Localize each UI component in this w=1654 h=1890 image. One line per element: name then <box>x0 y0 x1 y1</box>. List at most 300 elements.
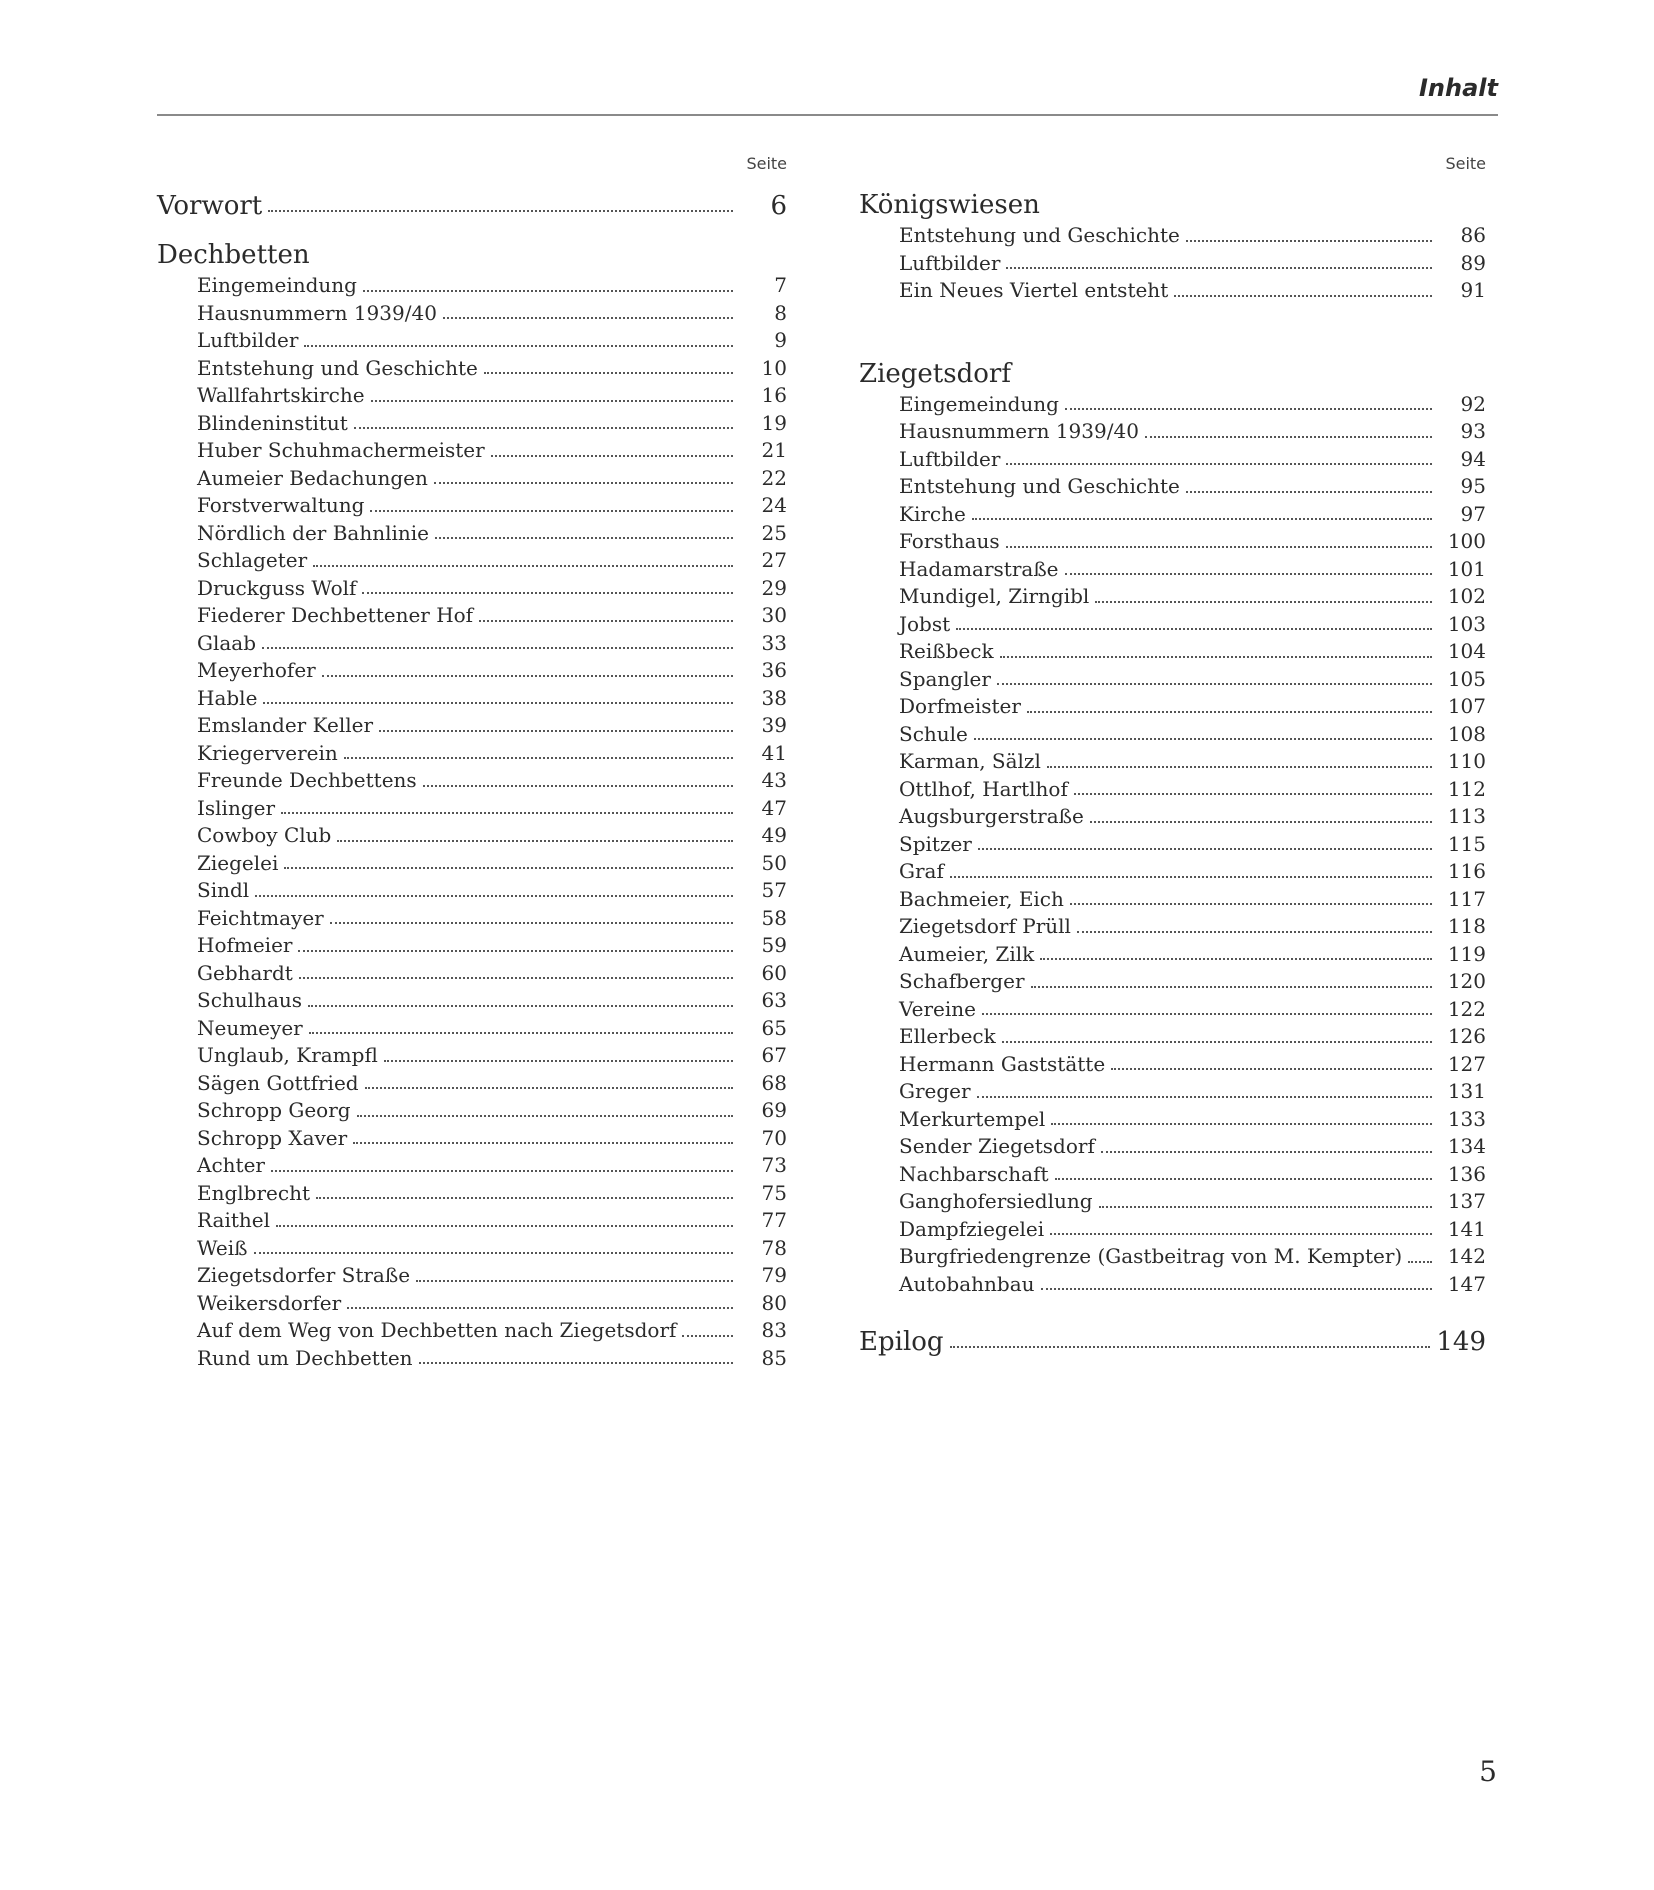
toc-entry-page: 39 <box>761 713 787 737</box>
toc-entry-page: 8 <box>774 300 787 325</box>
dot-leader <box>950 876 1432 878</box>
dot-leader <box>313 565 733 567</box>
toc-entry-title: Kriegerverein <box>197 740 338 765</box>
toc-entry-page: 78 <box>761 1235 787 1260</box>
toc-entry[interactable] <box>859 391 1486 419</box>
toc-entry[interactable] <box>859 1023 1486 1051</box>
dot-leader <box>423 785 733 787</box>
toc-entry-title: Rund um Dechbetten <box>197 1345 413 1370</box>
toc-entry-page: 25 <box>761 520 787 545</box>
toc-list-koenigswiesen <box>859 222 1486 305</box>
toc-entry[interactable] <box>157 575 787 603</box>
toc-entry-title: Hofmeier <box>197 933 293 957</box>
dot-leader <box>484 372 733 374</box>
dot-leader <box>982 1013 1432 1015</box>
toc-entry-page: 107 <box>1447 694 1486 718</box>
toc-entry-title: Nachbarschaft <box>899 1161 1049 1186</box>
toc-entry-page: 38 <box>761 685 787 710</box>
toc-entry[interactable] <box>157 410 787 438</box>
toc-entry-page: 59 <box>761 933 787 957</box>
toc-entry[interactable] <box>859 1188 1486 1216</box>
toc-entry[interactable] <box>157 1317 787 1345</box>
toc-entry-page: 86 <box>1460 223 1486 247</box>
dot-leader <box>1065 573 1432 575</box>
toc-entry[interactable] <box>157 465 787 493</box>
toc-entry-title: Weiß <box>197 1235 248 1260</box>
dot-leader <box>950 1346 1431 1348</box>
toc-entry-title: Hable <box>197 685 258 710</box>
dot-leader <box>1000 656 1432 658</box>
toc-entry-page: 63 <box>761 988 787 1012</box>
toc-entry-page: 73 <box>761 1153 787 1177</box>
toc-entry-page: 133 <box>1447 1106 1486 1131</box>
toc-right-column <box>859 150 1486 1360</box>
toc-entry[interactable] <box>859 721 1486 749</box>
toc-entry[interactable] <box>859 418 1486 446</box>
toc-list-dechbetten <box>157 272 787 1372</box>
toc-entry[interactable] <box>157 602 787 630</box>
toc-entry[interactable] <box>157 932 787 960</box>
toc-entry-title: Schulhaus <box>197 988 303 1012</box>
toc-entry-title: Ein Neues Viertel entsteht <box>899 278 1169 302</box>
toc-entry[interactable] <box>157 1262 787 1290</box>
dot-leader <box>1077 931 1432 933</box>
toc-entry-title: Hermann Gaststätte <box>899 1051 1106 1076</box>
toc-entry-page: 16 <box>761 383 787 407</box>
toc-entry-page: 69 <box>761 1098 787 1122</box>
toc-entry-title: Dorfmeister <box>899 694 1021 718</box>
dot-leader <box>353 1142 733 1144</box>
toc-entry-page: 102 <box>1447 584 1486 608</box>
toc-entry-title: Epilog <box>859 1327 944 1357</box>
toc-entry-page: 47 <box>761 795 787 820</box>
dot-leader <box>1186 491 1432 493</box>
toc-entry[interactable] <box>157 685 787 713</box>
toc-entry-page: 7 <box>774 273 787 297</box>
toc-entry-page: 137 <box>1447 1189 1486 1213</box>
toc-entry-title: Feichtmayer <box>197 905 324 930</box>
toc-entry-page: 147 <box>1447 1271 1486 1296</box>
toc-entry-title: Aumeier Bedachungen <box>197 465 428 490</box>
dot-leader <box>316 1197 733 1199</box>
toc-entry-title: Schlageter <box>197 548 308 572</box>
dot-leader <box>977 1096 1432 1098</box>
dot-leader <box>491 455 733 457</box>
dot-leader <box>1099 1206 1432 1208</box>
toc-entry[interactable] <box>859 941 1486 969</box>
dot-leader <box>371 400 733 402</box>
toc-entry[interactable] <box>859 968 1486 996</box>
toc-entry[interactable] <box>157 382 787 410</box>
toc-entry-page: 91 <box>1460 278 1486 302</box>
toc-entry-page: 105 <box>1447 666 1486 691</box>
toc-entry-title: Spangler <box>899 666 991 691</box>
dot-leader <box>362 592 733 594</box>
toc-entry-page: 134 <box>1447 1134 1486 1158</box>
toc-entry-title: Meyerhofer <box>197 658 316 682</box>
toc-entry[interactable] <box>859 473 1486 501</box>
toc-entry-title: Spitzer <box>899 831 972 856</box>
dot-leader <box>255 895 733 897</box>
dot-leader <box>370 510 733 512</box>
toc-entry[interactable] <box>859 611 1486 639</box>
toc-entry-page: 57 <box>761 878 787 902</box>
toc-entry[interactable] <box>859 250 1486 278</box>
toc-entry-page: 85 <box>761 1345 787 1370</box>
toc-entry[interactable] <box>859 748 1486 776</box>
toc-entry[interactable] <box>157 1125 787 1153</box>
toc-entry[interactable] <box>859 1243 1486 1271</box>
toc-entry[interactable] <box>859 1133 1486 1161</box>
toc-entry-title: Burgfriedengrenze (Gastbeitrag von M. Kempter) <box>899 1244 1403 1268</box>
page-number: 5 <box>1479 1755 1497 1788</box>
dot-leader <box>1095 601 1432 603</box>
toc-entry-title: Entstehung und Geschichte <box>899 474 1180 498</box>
toc-entry-page: 19 <box>761 410 787 435</box>
toc-entry-page: 29 <box>761 575 787 600</box>
toc-entry-epilog[interactable] <box>859 1324 1486 1360</box>
dot-leader <box>1174 295 1432 297</box>
toc-entry[interactable] <box>859 1161 1486 1189</box>
toc-entry[interactable] <box>157 327 787 355</box>
toc-entry-page: 136 <box>1447 1161 1486 1186</box>
section-title-ziegetsdorf: Ziegetsdorf <box>859 358 1011 389</box>
toc-entry[interactable] <box>157 877 787 905</box>
toc-entry[interactable] <box>859 996 1486 1024</box>
dot-leader <box>1070 903 1432 905</box>
toc-entry-page: 70 <box>761 1125 787 1150</box>
toc-entry[interactable] <box>859 913 1486 941</box>
toc-entry-title: Blindeninstitut <box>197 410 348 435</box>
dot-leader <box>1065 408 1432 410</box>
dot-leader <box>479 620 733 622</box>
toc-entry[interactable] <box>859 446 1486 474</box>
toc-entry-page: 100 <box>1447 529 1486 553</box>
toc-entry-page: 120 <box>1447 969 1486 993</box>
dot-leader <box>1006 546 1432 548</box>
toc-entry-page: 75 <box>761 1180 787 1205</box>
toc-entry[interactable] <box>859 528 1486 556</box>
dot-leader <box>1006 267 1432 269</box>
toc-entry-title: Karman, Sälzl <box>899 749 1041 773</box>
toc-entry-title: Hausnummern 1939/40 <box>899 419 1139 443</box>
dot-leader <box>1027 711 1432 713</box>
toc-entry-page: 65 <box>761 1015 787 1040</box>
toc-entry-title: Bachmeier, Eich <box>899 886 1064 911</box>
toc-entry-page: 108 <box>1447 721 1486 746</box>
toc-entry-page: 115 <box>1447 831 1486 856</box>
toc-entry-title: Schafberger <box>899 969 1025 993</box>
dot-leader <box>337 840 733 842</box>
toc-entry[interactable] <box>859 1078 1486 1106</box>
toc-entry-page: 79 <box>761 1263 787 1287</box>
dot-leader <box>1051 1123 1432 1125</box>
dot-leader <box>276 1225 733 1227</box>
section-title-koenigswiesen: Königswiesen <box>859 190 1040 220</box>
toc-entry-title: Eingemeindung <box>899 391 1059 416</box>
dot-leader <box>254 1252 733 1254</box>
toc-entry-title: Vorwort <box>157 191 263 221</box>
toc-entry[interactable] <box>859 886 1486 914</box>
toc-entry[interactable] <box>859 693 1486 721</box>
dot-leader <box>435 537 733 539</box>
toc-entry-title: Luftbilder <box>899 250 1001 275</box>
toc-entry[interactable] <box>859 583 1486 611</box>
toc-entry[interactable] <box>859 501 1486 529</box>
toc-entry-page: 93 <box>1460 419 1486 443</box>
dot-leader <box>1090 821 1432 823</box>
toc-entry[interactable] <box>157 355 787 383</box>
toc-entry[interactable] <box>157 960 787 988</box>
toc-entry[interactable] <box>859 858 1486 886</box>
toc-entry[interactable] <box>859 277 1486 305</box>
dot-leader <box>1047 766 1432 768</box>
dot-leader <box>384 1060 733 1062</box>
dot-leader <box>419 1362 733 1364</box>
dot-leader <box>263 702 733 704</box>
dot-leader <box>271 1170 733 1172</box>
toc-entry-page: 50 <box>761 850 787 875</box>
toc-entry-title: Luftbilder <box>899 446 1001 471</box>
toc-entry-title: Raithel <box>197 1208 270 1232</box>
toc-entry-page: 101 <box>1447 556 1486 581</box>
toc-entry-page: 113 <box>1447 804 1486 828</box>
toc-entry[interactable] <box>859 222 1486 250</box>
toc-entry-title: Nördlich der Bahnlinie <box>197 520 429 545</box>
dot-leader <box>309 1032 733 1034</box>
dot-leader <box>308 1005 733 1007</box>
toc-entry-title: Huber Schuhmachermeister <box>197 438 485 462</box>
toc-entry-page: 41 <box>761 740 787 765</box>
toc-entry[interactable] <box>157 1235 787 1263</box>
toc-entry-page: 116 <box>1447 859 1486 883</box>
toc-entry-page: 112 <box>1447 776 1486 801</box>
toc-entry-title: Entstehung und Geschichte <box>899 223 1180 247</box>
toc-entry[interactable] <box>157 300 787 328</box>
dot-leader <box>978 848 1432 850</box>
toc-entry-page: 131 <box>1447 1079 1486 1103</box>
toc-entry[interactable] <box>157 547 787 575</box>
page-title: Inhalt <box>1419 74 1498 102</box>
toc-entry-title: Aumeier, Zilk <box>899 941 1035 966</box>
toc-entry-page: 24 <box>761 493 787 517</box>
toc-entry-title: Reißbeck <box>899 639 994 663</box>
dot-leader <box>997 683 1432 685</box>
toc-entry-title: Mundigel, Zirngibl <box>899 584 1090 608</box>
toc-entry-title: Schule <box>899 721 968 746</box>
toc-entry-title: Ganghofersiedlung <box>899 1189 1093 1213</box>
toc-entry-title: Forstverwaltung <box>197 493 365 517</box>
toc-entry-title: Greger <box>899 1079 971 1103</box>
toc-entry-title: Ziegetsdorf Prüll <box>899 914 1071 938</box>
toc-entry[interactable] <box>157 520 787 548</box>
dot-leader <box>365 1087 733 1089</box>
toc-entry-title: Hadamarstraße <box>899 556 1059 581</box>
toc-list-ziegetsdorf <box>859 391 1486 1299</box>
toc-entry-page: 10 <box>761 355 787 380</box>
toc-entry-page: 119 <box>1447 941 1486 966</box>
dot-leader <box>284 867 733 869</box>
toc-entry[interactable] <box>859 1051 1486 1079</box>
toc-entry-page: 118 <box>1447 914 1486 938</box>
toc-entry-page: 94 <box>1460 446 1486 471</box>
toc-entry[interactable] <box>157 767 787 795</box>
toc-entry[interactable] <box>157 1015 787 1043</box>
toc-entry[interactable] <box>157 1207 787 1235</box>
dot-leader <box>1055 1178 1432 1180</box>
section-title-dechbetten: Dechbetten <box>157 240 310 270</box>
page-header <box>157 70 1498 116</box>
toc-entry-title: Vereine <box>899 996 976 1021</box>
toc-entry-title: Wallfahrtskirche <box>197 383 365 407</box>
dot-leader <box>298 950 733 952</box>
toc-entry-title: Unglaub, Krampfl <box>197 1043 378 1067</box>
toc-entry[interactable] <box>157 850 787 878</box>
toc-entry-page: 83 <box>761 1318 787 1342</box>
toc-entry-title: Dampfziegelei <box>899 1216 1045 1241</box>
dot-leader <box>1074 793 1432 795</box>
toc-entry-title: Eingemeindung <box>197 273 357 297</box>
dot-leader <box>972 518 1432 520</box>
toc-entry[interactable] <box>157 630 787 658</box>
dot-leader <box>1145 436 1432 438</box>
toc-entry-page: 142 <box>1447 1244 1486 1268</box>
toc-entry-page: 68 <box>761 1070 787 1095</box>
toc-entry-title: Schropp Georg <box>197 1098 351 1122</box>
toc-entry-title: Merkurtempel <box>899 1106 1046 1131</box>
toc-entry-title: Freunde Dechbettens <box>197 768 417 792</box>
toc-entry[interactable] <box>157 1152 787 1180</box>
toc-entry[interactable] <box>157 1345 787 1373</box>
toc-entry-title: Fiederer Dechbettener Hof <box>197 603 474 627</box>
toc-entry[interactable] <box>859 1106 1486 1134</box>
toc-entry-page: 36 <box>761 658 787 682</box>
dot-leader <box>1186 240 1432 242</box>
toc-entry[interactable] <box>157 657 787 685</box>
toc-entry[interactable] <box>859 803 1486 831</box>
toc-entry-title: Forsthaus <box>899 529 1000 553</box>
toc-entry-vorwort[interactable] <box>157 188 787 224</box>
toc-entry-title: Neumeyer <box>197 1015 303 1040</box>
dot-leader <box>363 290 733 292</box>
dot-leader <box>1006 463 1432 465</box>
toc-entry[interactable] <box>157 1290 787 1318</box>
toc-entry[interactable] <box>859 1271 1486 1299</box>
toc-entry-title: Hausnummern 1939/40 <box>197 300 437 325</box>
toc-entry[interactable] <box>157 1042 787 1070</box>
toc-entry-title: Englbrecht <box>197 1180 310 1205</box>
toc-entry[interactable] <box>157 795 787 823</box>
dot-leader <box>299 977 733 979</box>
toc-entry-page: 58 <box>761 905 787 930</box>
dot-leader <box>322 675 733 677</box>
toc-entry-title: Graf <box>899 859 944 883</box>
dot-leader <box>1040 958 1432 960</box>
dot-leader <box>379 730 733 732</box>
dot-leader <box>1002 1041 1432 1043</box>
toc-entry[interactable] <box>859 638 1486 666</box>
toc-entry[interactable] <box>157 822 787 850</box>
toc-entry-title: Weikersdorfer <box>197 1290 342 1315</box>
toc-entry-page: 95 <box>1460 474 1486 498</box>
toc-entry-page: 60 <box>761 960 787 985</box>
toc-entry[interactable] <box>157 437 787 465</box>
toc-entry[interactable] <box>859 776 1486 804</box>
toc-entry-page: 89 <box>1460 250 1486 275</box>
toc-entry[interactable] <box>859 556 1486 584</box>
toc-entry[interactable] <box>157 492 787 520</box>
toc-entry-page: 21 <box>761 438 787 462</box>
toc-entry[interactable] <box>859 831 1486 859</box>
dot-leader <box>347 1307 733 1309</box>
toc-entry-title: Schropp Xaver <box>197 1125 348 1150</box>
toc-entry-page: 110 <box>1447 749 1486 773</box>
toc-entry-page: 80 <box>761 1290 787 1315</box>
seite-label-right: Seite <box>1445 154 1486 173</box>
toc-entry-title: Emslander Keller <box>197 713 374 737</box>
dot-leader <box>281 812 733 814</box>
toc-entry-title: Ellerbeck <box>899 1024 996 1048</box>
toc-entry-title: Sindl <box>197 878 250 902</box>
dot-leader <box>344 757 733 759</box>
toc-entry-title: Luftbilder <box>197 328 299 352</box>
toc-entry-page: 104 <box>1447 639 1486 663</box>
toc-entry[interactable] <box>157 712 787 740</box>
dot-leader <box>304 345 733 347</box>
dot-leader <box>262 647 733 649</box>
toc-entry-page: 27 <box>761 548 787 572</box>
dot-leader <box>268 210 733 212</box>
toc-entry-title: Autobahnbau <box>899 1271 1035 1296</box>
toc-entry[interactable] <box>859 1216 1486 1244</box>
dot-leader <box>1111 1068 1432 1070</box>
dot-leader <box>357 1115 733 1117</box>
seite-label-left: Seite <box>746 154 787 173</box>
toc-entry-page: 77 <box>761 1208 787 1232</box>
dot-leader <box>956 628 1432 630</box>
toc-entry[interactable] <box>859 666 1486 694</box>
toc-entry-page: 103 <box>1447 611 1486 636</box>
toc-entry-title: Auf dem Weg von Dechbetten nach Ziegetsdorf <box>197 1318 677 1342</box>
toc-entry-title: Druckguss Wolf <box>197 575 357 600</box>
toc-entry[interactable] <box>157 987 787 1015</box>
dot-leader <box>682 1335 733 1337</box>
toc-entry-page: 6 <box>770 191 787 221</box>
toc-entry-page: 92 <box>1460 391 1486 416</box>
toc-entry-title: Sender Ziegetsdorf <box>899 1134 1095 1158</box>
toc-entry-page: 9 <box>774 328 787 352</box>
toc-entry-title: Kirche <box>899 501 966 526</box>
dot-leader <box>974 738 1432 740</box>
toc-entry-title: Islinger <box>197 795 276 820</box>
dot-leader <box>1408 1261 1432 1263</box>
toc-entry-page: 127 <box>1447 1051 1486 1076</box>
toc-entry[interactable] <box>157 272 787 300</box>
toc-entry[interactable] <box>157 905 787 933</box>
toc-entry-page: 22 <box>761 465 787 490</box>
toc-entry-title: Ziegetsdorfer Straße <box>197 1263 411 1287</box>
toc-entry[interactable] <box>157 740 787 768</box>
toc-entry[interactable] <box>157 1070 787 1098</box>
toc-entry[interactable] <box>157 1097 787 1125</box>
dot-leader <box>1031 986 1432 988</box>
toc-entry-page: 122 <box>1447 996 1486 1021</box>
toc-entry-page: 30 <box>761 603 787 627</box>
toc-entry-title: Cowboy Club <box>197 823 332 847</box>
dot-leader <box>1041 1288 1433 1290</box>
toc-entry[interactable] <box>157 1180 787 1208</box>
dot-leader <box>354 427 733 429</box>
